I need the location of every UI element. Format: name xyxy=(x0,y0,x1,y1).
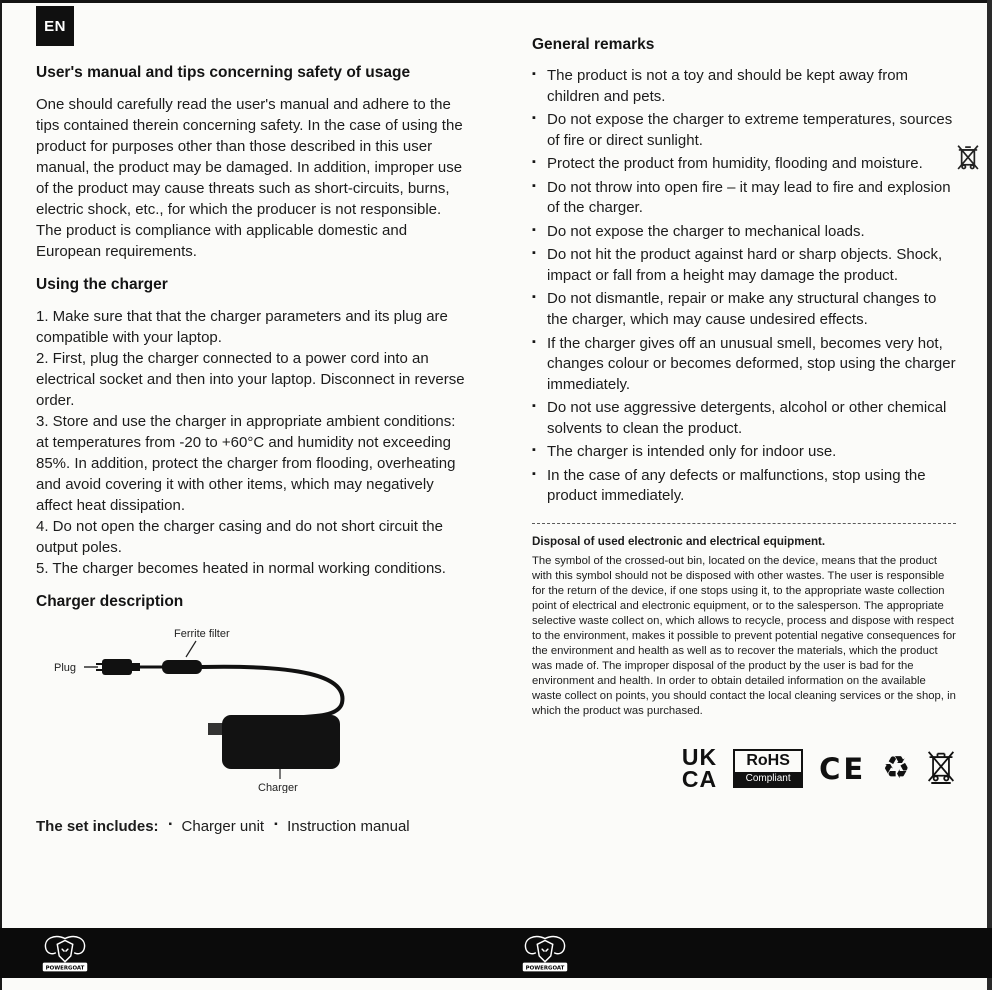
remark-item: ▪ The product is not a toy and should be kept away from children and pets. xyxy=(532,66,956,107)
general-remarks-heading: General remarks xyxy=(532,36,655,53)
set-includes-label: The set includes: xyxy=(36,818,159,835)
charger-description-heading: Charger description xyxy=(36,593,184,610)
charger-diagram xyxy=(36,623,468,798)
footer-bar xyxy=(0,928,992,978)
charger-label: Charger xyxy=(258,782,298,793)
using-charger-heading: Using the charger xyxy=(36,276,168,293)
ukca-mark-top: UK xyxy=(681,744,718,771)
powergoat-logo xyxy=(516,931,574,980)
rohs-mark-subtitle: Compliant xyxy=(735,772,801,786)
disposal-heading: Disposal of used electronic and electrical equipment. xyxy=(532,534,826,548)
ukca-mark xyxy=(681,744,718,792)
step-item: 5. The charger becomes heated in normal working conditions. xyxy=(36,560,446,577)
certification-marks-row xyxy=(532,744,956,792)
using-charger-steps xyxy=(36,306,468,579)
powergoat-logo xyxy=(36,931,94,980)
set-includes-item: ▪ Instruction manual xyxy=(274,818,410,835)
step-item: 3. Store and use the charger in appropriate ambient conditions: at temperatures from -20 to +60°C and humidity not exceeding 85%. In addition, protect the charger from flooding, overheating and avoid covering it with other items, which may negatively affect heat dissipation. xyxy=(36,413,456,514)
weee-bin-icon xyxy=(926,748,956,789)
remark-item: ▪ In the case of any defects or malfunctions, stop using the product immediately. xyxy=(532,466,956,507)
remark-item: ▪ Do not expose the charger to mechanical loads. xyxy=(532,222,956,243)
remark-item: ▪ Do not use aggressive detergents, alcohol or other chemical solvents to clean the product. xyxy=(532,398,956,439)
usage-intro-paragraph: One should carefully read the user's manual and adhere to the tips contained therein concerning safety. In the case of using the product for purposes other than those described in this user manual, the product may be damaged. In addition, improper use of the product may cause threats such as short-circuits, burns, electric shock, etc., for which the producer is not responsible. The product is compliance with applicable domestic and European requirements. xyxy=(36,96,463,260)
disposal-text: The symbol of the crossed-out bin, located on the device, means that the product with this symbol should not be disposed with other wastes. The user is responsible for the return of the device, if one stops using it, to the appropriate waste collection point of electrical and electronic equipment, or to the salesperson. The appropriate selective waste collect on, which allows to recycle, process and dispose with respect to the environment, makes it possible to prevent potential negative consequences for the environment and health as well as to recover the materials, which the product was made of. The improper disposal of the product by the user is bad for the environment and health. In order to obtain detailed information on the available waste collect on points, you should contact the local cleaning services or the shop, in which the product was purchased. xyxy=(532,554,956,718)
plug-icon xyxy=(96,659,140,675)
powergoat-logo-text: POWERGOAT xyxy=(525,965,565,972)
remark-item: ▪ Do not hit the product against hard or sharp objects. Shock, impact or fall from a height may damage the product. xyxy=(532,245,956,286)
recycle-icon: ♻ xyxy=(882,750,910,787)
remark-item: ▪ Do not expose the charger to extreme temperatures, sources of fire or direct sunlight. xyxy=(532,110,956,151)
plug-label: Plug xyxy=(54,662,77,674)
step-item: 2. First, plug the charger connected to a power cord into an electrical socket and then into your laptop. Disconnect in reverse order. xyxy=(36,350,465,409)
page-edge-right xyxy=(987,0,992,990)
ce-mark: CE xyxy=(819,751,867,786)
right-column xyxy=(532,36,956,791)
step-item: 4. Do not open the charger casing and do not short circuit the output poles. xyxy=(36,518,443,556)
general-remarks-list xyxy=(532,66,956,507)
ferrite-filter-icon xyxy=(162,660,202,674)
rohs-mark-title: RoHS xyxy=(746,752,790,770)
section-divider xyxy=(532,523,956,524)
step-item: 1. Make sure that that the charger parameters and its plug are compatible with your laptop. xyxy=(36,308,448,346)
set-includes-row xyxy=(36,818,468,835)
charger-body-icon xyxy=(208,715,340,769)
weee-bin-small-icon xyxy=(956,142,980,177)
usage-heading: User's manual and tips concerning safety of usage xyxy=(36,64,411,81)
page-edge-top xyxy=(0,0,992,3)
ferrite-filter-label: Ferrite filter xyxy=(174,628,230,640)
remark-item: ▪ Do not throw into open fire – it may lead to fire and explosion of the charger. xyxy=(532,178,956,219)
charger-diagram-drawing xyxy=(36,623,436,793)
language-badge-label: EN xyxy=(44,17,66,35)
language-badge xyxy=(36,6,74,46)
rohs-mark xyxy=(733,749,803,788)
left-column xyxy=(36,64,468,835)
page-edge-left xyxy=(0,0,2,990)
ukca-mark-bottom: CA xyxy=(681,765,718,792)
powergoat-logo-text: POWERGOAT xyxy=(45,965,85,972)
set-includes-item: ▪ Charger unit xyxy=(169,818,265,835)
remark-item: ▪ Protect the product from humidity, flooding and moisture. xyxy=(532,154,956,175)
remark-item: ▪ The charger is intended only for indoor use. xyxy=(532,442,956,463)
remark-item: ▪ Do not dismantle, repair or make any structural changes to the charger, which may cause undesired effects. xyxy=(532,289,956,330)
remark-item: ▪ If the charger gives off an unusual smell, becomes very hot, changes colour or becomes deformed, stop using the charger immediately. xyxy=(532,334,956,396)
